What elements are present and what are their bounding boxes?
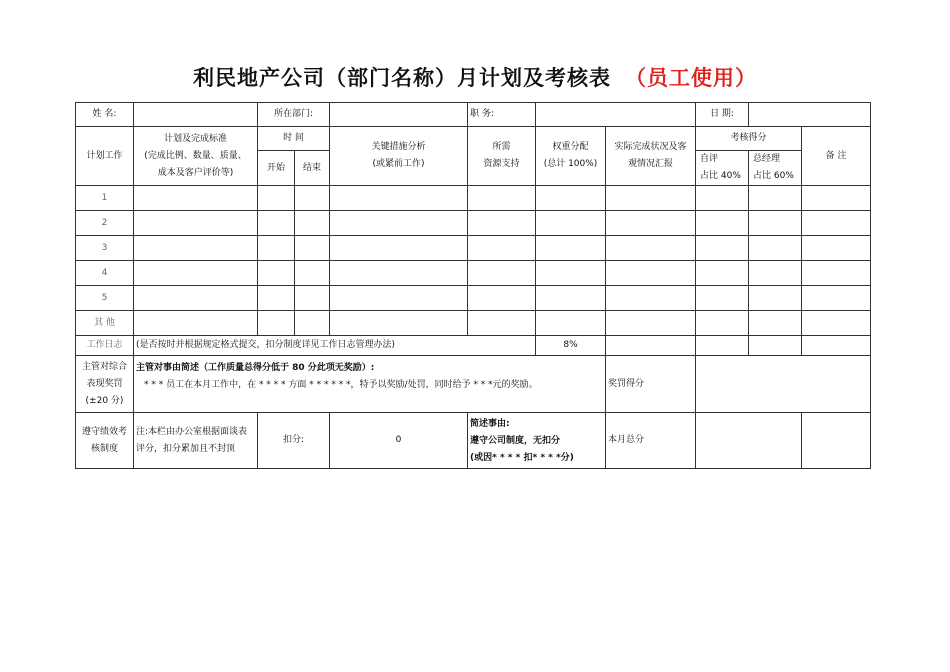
table-cell[interactable]	[606, 186, 696, 211]
name-field[interactable]	[134, 103, 258, 127]
table-cell[interactable]	[802, 236, 871, 261]
table-cell[interactable]	[802, 311, 871, 336]
table-cell[interactable]	[606, 211, 696, 236]
table-cell[interactable]	[134, 311, 258, 336]
standard-header-line3: 成本及客户评价等)	[157, 167, 234, 178]
standard-header-line2: (完成比例、数量、质量、	[144, 150, 247, 161]
position-field[interactable]	[536, 103, 696, 127]
table-cell[interactable]	[606, 311, 696, 336]
table-cell[interactable]	[295, 286, 330, 311]
work-log-label: 工作日志	[76, 336, 134, 356]
table-cell[interactable]	[134, 286, 258, 311]
supervisor-eval-row	[76, 356, 871, 413]
self-score-header	[696, 151, 749, 186]
table-cell[interactable]	[134, 211, 258, 236]
table-cell[interactable]	[258, 211, 295, 236]
compliance-reason-line3: (或因* * * * 扣* * * *分)	[470, 453, 574, 463]
actual-header	[606, 127, 696, 186]
compliance-reason-line2: 遵守公司制度，无扣分	[470, 436, 561, 446]
dept-label: 所在部门:	[258, 103, 330, 127]
deduct-value[interactable]: 0	[330, 413, 468, 469]
table-cell[interactable]	[696, 211, 749, 236]
self-score-line1: 自评	[700, 154, 719, 164]
table-cell[interactable]	[134, 261, 258, 286]
date-label: 日 期:	[696, 103, 749, 127]
table-cell[interactable]	[749, 286, 802, 311]
table-cell[interactable]	[330, 186, 468, 211]
score-header: 考核得分	[696, 127, 802, 151]
dept-field[interactable]	[330, 103, 468, 127]
measures-header-line1: 关键措施分析	[371, 142, 426, 152]
reward-score-label: 奖罚得分	[606, 356, 696, 413]
table-cell[interactable]	[749, 311, 802, 336]
table-row-other	[76, 311, 871, 336]
start-header: 开始	[258, 151, 295, 186]
compliance-label-line1: 遵守绩效考	[81, 426, 127, 437]
table-cell[interactable]	[536, 311, 606, 336]
table-row	[76, 186, 871, 211]
table-cell[interactable]	[696, 261, 749, 286]
row-number: 3	[76, 236, 134, 261]
self-score-line2: 占比 40%	[700, 171, 741, 181]
supervisor-eval-label-line2: 表现奖罚	[86, 378, 123, 389]
compliance-note	[134, 413, 258, 469]
form-title	[0, 62, 950, 92]
work-log-description: (是否按时并根据规定格式提交，扣分制度详见工作日志管理办法)	[134, 336, 536, 356]
title-tag: （员工使用）	[625, 66, 757, 90]
supervisor-eval-heading: 主管对事由简述（工作质量总得分低于 80 分此项无奖励）:	[136, 363, 375, 373]
compliance-label	[76, 413, 134, 469]
table-cell[interactable]	[749, 261, 802, 286]
table-cell[interactable]	[330, 211, 468, 236]
table-cell[interactable]	[749, 336, 802, 356]
row-number: 5	[76, 286, 134, 311]
table-cell[interactable]	[749, 211, 802, 236]
table-cell[interactable]	[536, 211, 606, 236]
table-cell[interactable]	[468, 186, 536, 211]
table-cell[interactable]	[134, 186, 258, 211]
standard-header	[134, 127, 258, 186]
table-cell[interactable]	[330, 311, 468, 336]
supervisor-eval-text: * * * 员工在本月工作中，在 * * * * 方面 * * * * * *，特予以奖励/处罚，同时给予 * * *元的奖励。	[144, 380, 538, 390]
supervisor-eval-content[interactable]	[134, 356, 606, 413]
manager-score-header	[749, 151, 802, 186]
table-cell[interactable]	[134, 236, 258, 261]
measures-header-line2: (或紧前工作)	[372, 159, 425, 169]
measures-header	[330, 127, 468, 186]
table-row	[76, 286, 871, 311]
position-label: 职 务:	[468, 103, 536, 127]
table-cell[interactable]	[802, 261, 871, 286]
header-row-1	[76, 127, 871, 151]
table-cell[interactable]	[258, 236, 295, 261]
table-cell[interactable]	[606, 261, 696, 286]
supervisor-eval-label-line1: 主管对综合	[81, 361, 127, 372]
table-cell[interactable]	[330, 261, 468, 286]
row-number: 其 他	[76, 311, 134, 336]
weight-header-line2: (总计 100%)	[543, 159, 598, 169]
table-cell[interactable]	[536, 261, 606, 286]
table-cell[interactable]	[258, 286, 295, 311]
compliance-row	[76, 413, 871, 469]
table-cell[interactable]	[696, 336, 749, 356]
row-number: 2	[76, 211, 134, 236]
manager-score-line1: 总经理	[753, 154, 781, 164]
table-cell[interactable]	[468, 211, 536, 236]
remarks-header: 备 注	[802, 127, 871, 186]
weight-header-line1: 权重分配	[552, 142, 589, 152]
table-cell[interactable]	[258, 311, 295, 336]
table-cell[interactable]	[802, 186, 871, 211]
table-cell[interactable]	[330, 286, 468, 311]
resources-header-line2: 资源支持	[483, 159, 520, 169]
actual-header-line1: 实际完成状况及客	[614, 142, 687, 152]
table-cell[interactable]	[802, 336, 871, 356]
compliance-note-line2: 评分，扣分累加且不封顶	[136, 443, 236, 454]
table-row	[76, 236, 871, 261]
name-label: 姓 名:	[76, 103, 134, 127]
table-cell[interactable]	[749, 186, 802, 211]
plan-assessment-table	[75, 102, 871, 469]
table-cell[interactable]	[696, 186, 749, 211]
table-cell[interactable]	[295, 211, 330, 236]
work-log-weight: 8%	[536, 336, 606, 356]
reward-score-field[interactable]	[696, 356, 871, 413]
info-row	[76, 103, 871, 127]
table-cell[interactable]	[258, 261, 295, 286]
time-header: 时 间	[258, 127, 330, 151]
supervisor-eval-label-line3: (±20 分)	[85, 395, 124, 406]
table-cell[interactable]	[468, 311, 536, 336]
table-cell[interactable]	[606, 236, 696, 261]
table-cell[interactable]	[468, 286, 536, 311]
table-cell[interactable]	[295, 186, 330, 211]
table-cell[interactable]	[749, 236, 802, 261]
table-cell[interactable]	[696, 311, 749, 336]
manager-score-line2: 占比 60%	[753, 171, 794, 181]
actual-header-line2: 观情况汇报	[628, 159, 674, 169]
plan-work-header: 计划工作	[76, 127, 134, 186]
row-number: 1	[76, 186, 134, 211]
resources-header	[468, 127, 536, 186]
table-cell[interactable]	[295, 236, 330, 261]
table-cell[interactable]	[802, 211, 871, 236]
table-cell[interactable]	[295, 261, 330, 286]
table-row	[76, 211, 871, 236]
table-cell[interactable]	[696, 236, 749, 261]
end-header: 结束	[295, 151, 330, 186]
row-number: 4	[76, 261, 134, 286]
table-cell[interactable]	[536, 286, 606, 311]
weight-header	[536, 127, 606, 186]
supervisor-eval-label	[76, 356, 134, 413]
table-cell[interactable]	[468, 261, 536, 286]
resources-header-line1: 所需	[492, 142, 511, 152]
table-cell[interactable]	[802, 286, 871, 311]
deduct-label: 扣分:	[258, 413, 330, 469]
work-log-row	[76, 336, 871, 356]
table-cell[interactable]	[468, 236, 536, 261]
table-cell[interactable]	[536, 186, 606, 211]
standard-header-line1: 计划及完成标准	[163, 133, 227, 144]
table-cell[interactable]	[258, 186, 295, 211]
monthly-total-extra[interactable]	[802, 413, 871, 469]
title-main: 利民地产公司（部门名称）月计划及考核表	[193, 66, 611, 90]
compliance-label-line2: 核制度	[90, 443, 118, 454]
compliance-reason[interactable]	[468, 413, 606, 469]
table-cell[interactable]	[606, 286, 696, 311]
compliance-reason-line1: 简述事由:	[470, 419, 510, 429]
monthly-total-field[interactable]	[696, 413, 802, 469]
table-cell[interactable]	[696, 286, 749, 311]
table-cell[interactable]	[295, 311, 330, 336]
date-field[interactable]	[749, 103, 871, 127]
table-row	[76, 261, 871, 286]
table-cell[interactable]	[536, 236, 606, 261]
table-cell[interactable]	[330, 236, 468, 261]
compliance-note-line1: 注:本栏由办公室根据面谈表	[136, 426, 248, 437]
monthly-total-label: 本月总分	[606, 413, 696, 469]
table-cell[interactable]	[606, 336, 696, 356]
